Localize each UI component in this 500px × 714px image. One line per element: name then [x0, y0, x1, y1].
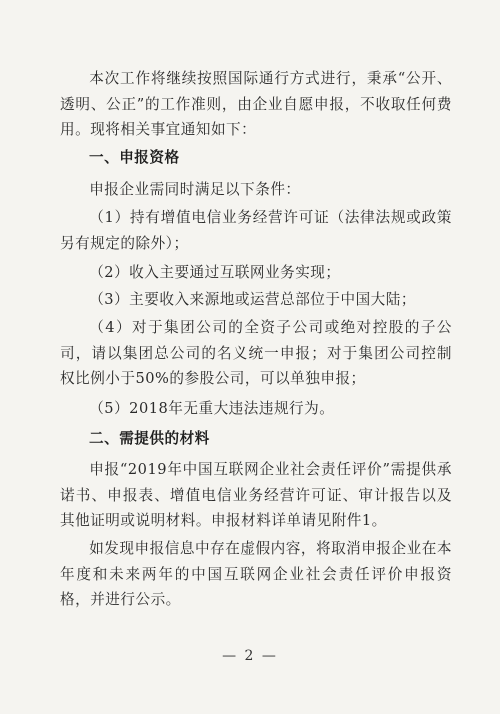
section1-heading: 一、申报资格: [89, 149, 180, 166]
condition-item-4: （4）对于集团公司的全资子公司或绝对控股的子公司，请以集团总公司的名义统一申报；对于集团公司控制权比例小于50%的参股公司，可以单独申报；: [60, 319, 452, 387]
materials-paragraph: 申报“2019年中国互联网企业社会责任评价”需提供承诺书、申报表、增值电信业务经营许可证、审计报告以及其他证明或说明材料。申报材料详单请见附件1。: [60, 461, 452, 529]
page-number: — 2 —: [222, 648, 278, 664]
condition-item-3: （3）主要收入来源地或运营总部位于中国大陆；: [89, 291, 416, 308]
condition-item-1: （1）持有增值电信业务经营许可证（法律法规或政策另有规定的除外）；: [60, 209, 452, 252]
false-info-paragraph: 如发现申报信息中存在虚假内容，将取消申报企业在本年度和未来两年的中国互联网企业社会责任评价申报资格，并进行公示。: [60, 540, 452, 608]
condition-item-2: （2）收入主要通过互联网业务实现；: [89, 264, 341, 281]
intro-paragraph: 本次工作将继续按照国际通行方式进行，秉承“公开、透明、公正”的工作准则，由企业自愿申报，不收取任何费用。现将相关事宜通知如下：: [60, 70, 452, 138]
section1-lead: 申报企业需同时满足以下条件：: [89, 181, 301, 198]
section2-heading: 二、需提供的材料: [89, 430, 210, 447]
condition-item-5: （5）2018年无重大违法违规行为。: [89, 400, 335, 417]
